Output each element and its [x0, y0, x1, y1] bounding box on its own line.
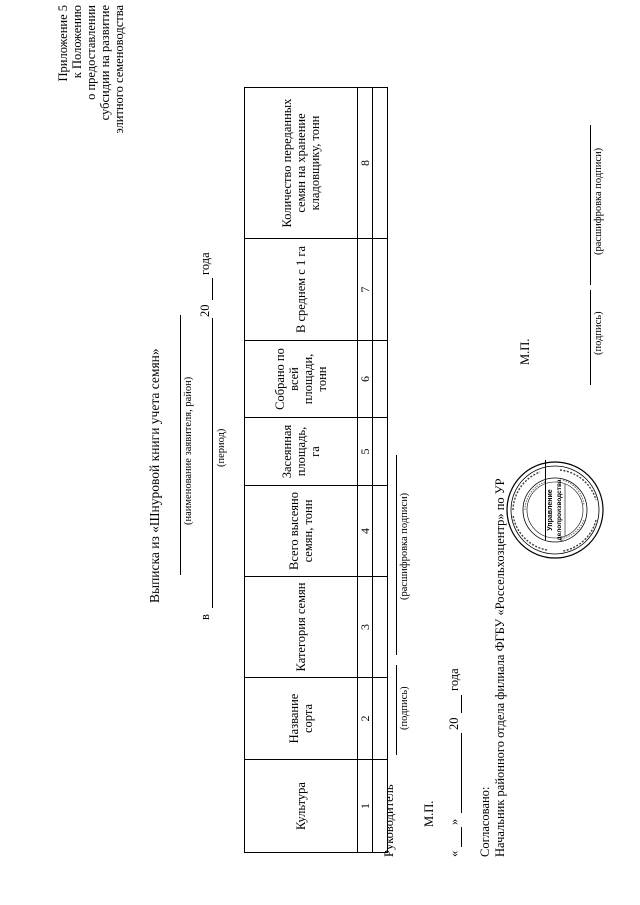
- appendix-line-2: к Положению: [70, 5, 84, 79]
- round-seal-stamp: [505, 460, 605, 560]
- applicant-caption: (наименование заявителя, район): [183, 376, 194, 525]
- appendix-line-1: Приложение 5: [56, 5, 70, 82]
- head-decode-caption: (расшифровка подписи): [399, 492, 410, 600]
- date-open-quote: «: [447, 850, 461, 857]
- col-number: 2: [358, 678, 373, 760]
- head-sign-caption: (подпись): [399, 686, 410, 730]
- date-close-quote: »: [447, 818, 461, 825]
- col-number: 4: [358, 486, 373, 577]
- approval-sign-line: [590, 290, 591, 385]
- approval-official-title: Начальник районного отдела филиала ФГБУ «Россельхозцентр» по УР: [493, 478, 507, 857]
- table-cell: [373, 678, 388, 760]
- col-header-harvest: Собрано по всей площади, тонн: [245, 341, 358, 418]
- approval-decode-caption: (расшифровка подписи): [593, 147, 604, 255]
- table-cell: [373, 577, 388, 678]
- col-header-sown: Всего высеяно семян, тонн: [245, 486, 358, 577]
- applicant-line: [180, 315, 181, 575]
- date-month-line: [461, 733, 462, 813]
- date-year-line: [461, 695, 462, 713]
- col-number: 8: [358, 88, 373, 239]
- period-year-line: [212, 278, 213, 300]
- stamp-center-text-1: Управление: [547, 489, 554, 531]
- approval-sign-caption: (подпись): [593, 311, 604, 355]
- table-cell: [373, 239, 388, 341]
- appendix-line-4: субсидии на развитие: [98, 5, 112, 121]
- appendix-line-5: элитного семеноводства: [112, 5, 126, 134]
- agreed-label: Согласовано:: [478, 786, 492, 857]
- date-day-line: [461, 827, 462, 847]
- stamp-center-text-2: делопроизводства: [556, 479, 563, 541]
- period-caption: (период): [216, 428, 227, 467]
- period-line: [212, 318, 213, 608]
- col-number: 6: [358, 341, 373, 418]
- period-year-prefix: 20: [198, 304, 212, 317]
- table-cell: [373, 88, 388, 239]
- head-stamp-place: М.П.: [422, 800, 436, 827]
- col-number: 3: [358, 577, 373, 678]
- table-cell: [373, 341, 388, 418]
- head-label: Руководитель: [382, 784, 396, 857]
- date-year-suffix: года: [447, 668, 461, 691]
- approval-decode-line: [590, 125, 591, 285]
- head-sign-line: [396, 665, 397, 755]
- col-header-area: Засеянная площадь, га: [245, 418, 358, 486]
- head-decode-line: [396, 455, 397, 655]
- appendix-note: [56, 5, 126, 150]
- appendix-line-3: о предоставлении: [84, 5, 98, 100]
- table-cell: [373, 418, 388, 486]
- document-title: Выписка из «Шнуровой книги учета семян»: [147, 348, 162, 603]
- period-year-suffix: года: [198, 252, 212, 275]
- date-year-prefix: 20: [447, 717, 461, 730]
- col-header-category: Категория семян: [245, 577, 358, 678]
- col-number: 7: [358, 239, 373, 341]
- period-prefix: в: [198, 614, 212, 620]
- col-header-variety: Название сорта: [245, 678, 358, 760]
- table-cell: [373, 486, 388, 577]
- col-header-transfer: Количество переданных семян на хранение кладовщику, тонн: [245, 88, 358, 239]
- column-number-row: [358, 88, 373, 853]
- col-number: 1: [358, 760, 373, 853]
- col-number: 5: [358, 418, 373, 486]
- table-header-row: [245, 88, 358, 853]
- approval-stamp-place: М.П.: [518, 338, 532, 365]
- col-header-avg: В среднем с 1 га: [245, 239, 358, 341]
- seed-records-table: [244, 87, 388, 853]
- col-header-crop: Культура: [245, 760, 358, 853]
- table-row-empty: [373, 88, 388, 853]
